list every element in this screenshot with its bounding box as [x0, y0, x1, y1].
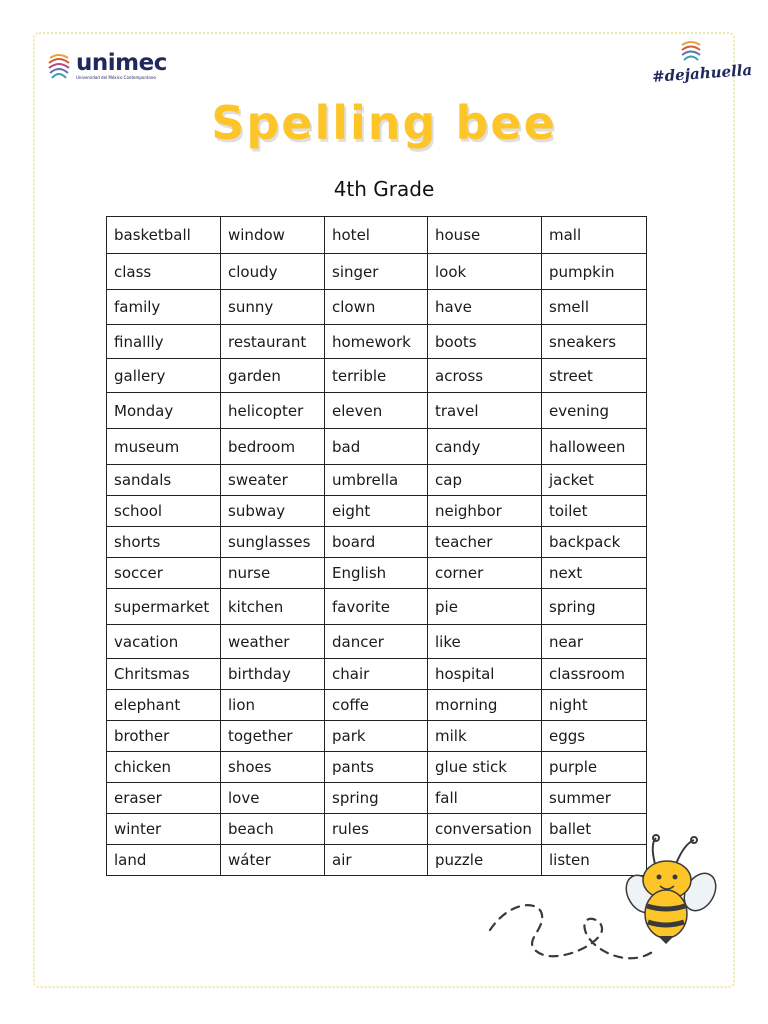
word-cell: jacket [542, 465, 647, 496]
table-row [107, 254, 647, 290]
table-row [107, 359, 647, 393]
word-cell: eraser [107, 783, 221, 814]
word-cell: lion [221, 690, 325, 721]
word-cell: brother [107, 721, 221, 752]
word-cell: kitchen [221, 589, 325, 625]
page-title: Spelling bee [211, 96, 557, 150]
word-cell: evening [542, 393, 647, 429]
word-cell: eight [325, 496, 428, 527]
word-cell: family [107, 290, 221, 325]
word-cell: weather [221, 625, 325, 659]
word-cell: corner [428, 558, 542, 589]
table-row [107, 290, 647, 325]
word-cell: beach [221, 814, 325, 845]
word-cell: window [221, 217, 325, 254]
word-cell: Chritsmas [107, 659, 221, 690]
table-row [107, 589, 647, 625]
word-cell: hotel [325, 217, 428, 254]
word-cell: morning [428, 690, 542, 721]
word-cell: teacher [428, 527, 542, 558]
word-cell: clown [325, 290, 428, 325]
word-cell: basketball [107, 217, 221, 254]
word-cell: classroom [542, 659, 647, 690]
word-cell: Monday [107, 393, 221, 429]
table-row [107, 217, 647, 254]
grade-subtitle: 4th Grade [333, 177, 435, 201]
word-cell: have [428, 290, 542, 325]
word-cell: summer [542, 783, 647, 814]
word-cell: elephant [107, 690, 221, 721]
word-cell: air [325, 845, 428, 876]
table-row [107, 558, 647, 589]
word-cell: street [542, 359, 647, 393]
word-cell: puzzle [428, 845, 542, 876]
word-cell: dancer [325, 625, 428, 659]
table-row [107, 496, 647, 527]
word-cell: pumpkin [542, 254, 647, 290]
word-cell: house [428, 217, 542, 254]
spelling-word-table [106, 216, 647, 876]
word-cell: restaurant [221, 325, 325, 359]
word-cell: toilet [542, 496, 647, 527]
word-cell: wáter [221, 845, 325, 876]
table-row [107, 659, 647, 690]
word-cell: boots [428, 325, 542, 359]
unimec-logo [46, 52, 167, 80]
word-cell: chair [325, 659, 428, 690]
word-cell: coffe [325, 690, 428, 721]
logo-tagline: Universidad del México Contemporáneo [76, 75, 156, 80]
word-cell: candy [428, 429, 542, 465]
word-cell: soccer [107, 558, 221, 589]
word-cell: school [107, 496, 221, 527]
table-row [107, 465, 647, 496]
word-cell: fall [428, 783, 542, 814]
table-row [107, 783, 647, 814]
word-cell: sunny [221, 290, 325, 325]
word-cell: terrible [325, 359, 428, 393]
table-row [107, 429, 647, 465]
table-row [107, 325, 647, 359]
table-row [107, 721, 647, 752]
fingerprint-mark-icon [680, 40, 702, 62]
word-cell: sandals [107, 465, 221, 496]
fingerprint-logo-icon [46, 52, 72, 80]
word-cell: eleven [325, 393, 428, 429]
word-cell: glue stick [428, 752, 542, 783]
word-cell: museum [107, 429, 221, 465]
word-cell: mall [542, 217, 647, 254]
word-cell: like [428, 625, 542, 659]
word-cell: neighbor [428, 496, 542, 527]
word-cell: spring [542, 589, 647, 625]
word-cell: English [325, 558, 428, 589]
word-cell: pie [428, 589, 542, 625]
word-cell: milk [428, 721, 542, 752]
word-cell: across [428, 359, 542, 393]
word-cell: finallly [107, 325, 221, 359]
word-cell: halloween [542, 429, 647, 465]
word-cell: listen [542, 845, 647, 876]
word-cell: smell [542, 290, 647, 325]
table-row [107, 625, 647, 659]
word-cell: sunglasses [221, 527, 325, 558]
word-cell: sneakers [542, 325, 647, 359]
bee-icon [480, 830, 730, 980]
table-row [107, 527, 647, 558]
word-cell: subway [221, 496, 325, 527]
word-cell: hospital [428, 659, 542, 690]
word-cell: night [542, 690, 647, 721]
table-row [107, 690, 647, 721]
word-cell: board [325, 527, 428, 558]
word-cell: next [542, 558, 647, 589]
word-cell: cloudy [221, 254, 325, 290]
word-cell: favorite [325, 589, 428, 625]
table-row [107, 752, 647, 783]
word-cell: purple [542, 752, 647, 783]
word-cell: eggs [542, 721, 647, 752]
word-cell: birthday [221, 659, 325, 690]
word-cell: umbrella [325, 465, 428, 496]
word-cell: bad [325, 429, 428, 465]
logo-name: unimec [76, 50, 167, 76]
word-cell: singer [325, 254, 428, 290]
word-cell: look [428, 254, 542, 290]
word-cell: shorts [107, 527, 221, 558]
word-cell: vacation [107, 625, 221, 659]
word-cell: spring [325, 783, 428, 814]
word-cell: nurse [221, 558, 325, 589]
word-cell: rules [325, 814, 428, 845]
word-cell: conversation [428, 814, 542, 845]
word-cell: together [221, 721, 325, 752]
word-cell: ballet [542, 814, 647, 845]
word-cell: winter [107, 814, 221, 845]
word-cell: garden [221, 359, 325, 393]
word-cell: cap [428, 465, 542, 496]
hashtag-text: #dejahuella [651, 60, 753, 86]
word-cell: helicopter [221, 393, 325, 429]
word-cell: travel [428, 393, 542, 429]
word-cell: shoes [221, 752, 325, 783]
word-cell: land [107, 845, 221, 876]
word-cell: park [325, 721, 428, 752]
word-cell: gallery [107, 359, 221, 393]
table-row [107, 393, 647, 429]
word-cell: chicken [107, 752, 221, 783]
word-cell: supermarket [107, 589, 221, 625]
word-cell: near [542, 625, 647, 659]
word-cell: backpack [542, 527, 647, 558]
hashtag-badge [651, 40, 753, 86]
word-cell: bedroom [221, 429, 325, 465]
word-cell: class [107, 254, 221, 290]
word-cell: love [221, 783, 325, 814]
word-cell: homework [325, 325, 428, 359]
word-cell: sweater [221, 465, 325, 496]
word-cell: pants [325, 752, 428, 783]
